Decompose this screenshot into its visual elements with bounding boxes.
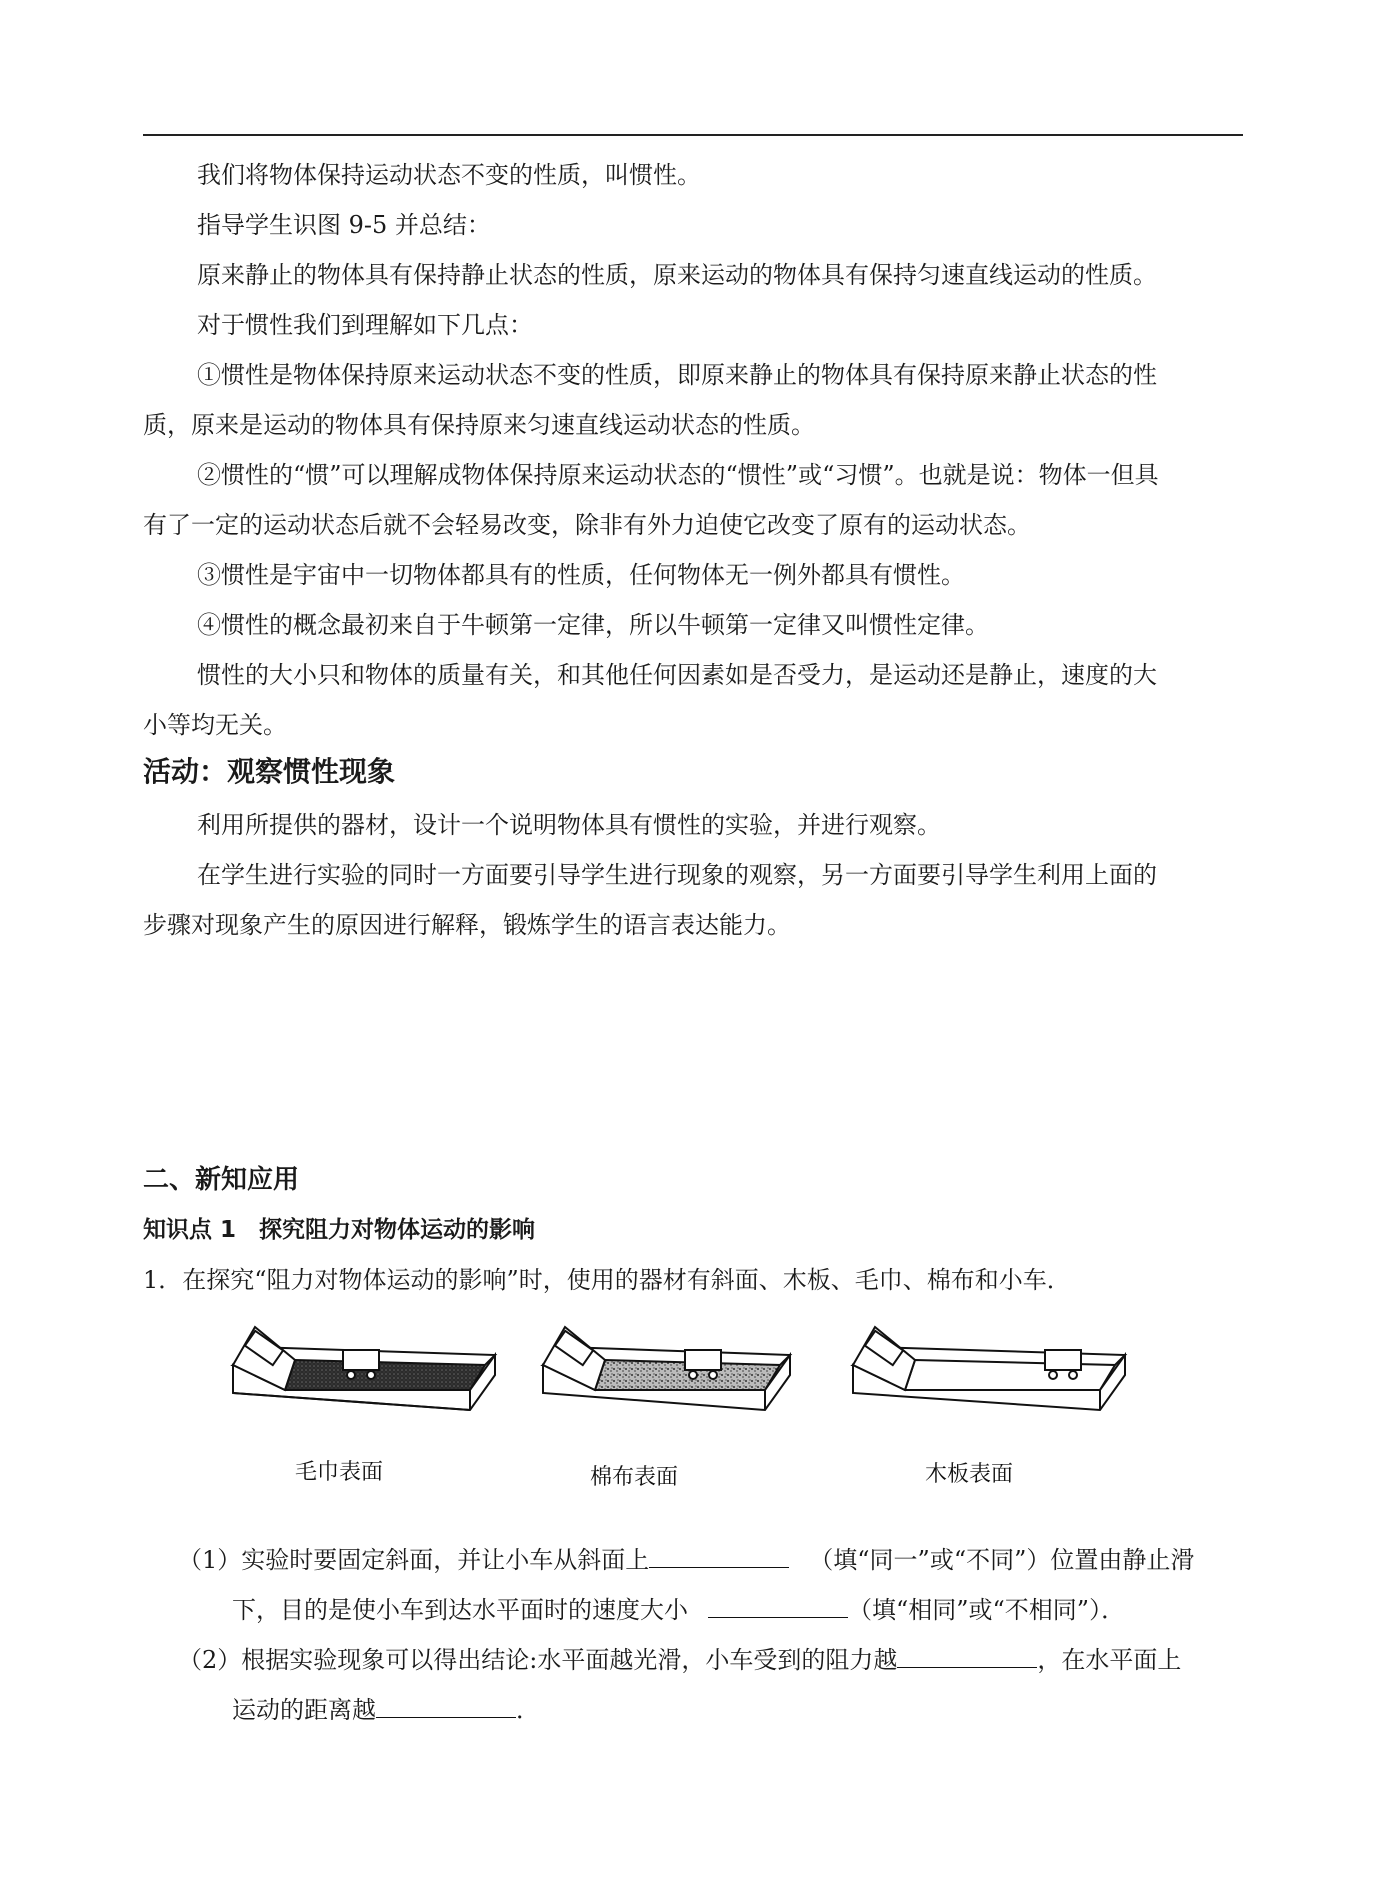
activity-paragraph-2-line1: 在学生进行实验的同时一方面要引导学生进行现象的观察，另一方面要引导学生利用上面的 (197, 861, 1157, 889)
subquestion-2-text-b: ，在水平面上 (1037, 1646, 1182, 1674)
subquestion-1-line1 (178, 1535, 1194, 1585)
paragraph-mass-line1: 惯性的大小只和物体的质量有关，和其他任何因素如是否受力，是运动还是静止，速度的大 (197, 661, 1157, 689)
paragraph-point-4: ④惯性的概念最初来自于牛顿第一定律，所以牛顿第一定律又叫惯性定律。 (197, 611, 989, 639)
subquestion-1-text-b: （填“同一”或“不同”）位置由静止滑 (809, 1546, 1195, 1574)
paragraph-summary: 原来静止的物体具有保持静止状态的性质，原来运动的物体具有保持匀速直线运动的性质。 (197, 261, 1157, 289)
subquestion-2-text-a: （2）根据实验现象可以得出结论:水平面越光滑，小车受到的阻力越 (178, 1646, 898, 1674)
subquestion-1-line2 (232, 1585, 1125, 1635)
figure-wood-surface (853, 1327, 1125, 1410)
activity-paragraph-2-line2: 步骤对现象产生的原因进行解释，锻炼学生的语言表达能力。 (143, 911, 791, 939)
paragraph-inertia-definition: 我们将物体保持运动状态不变的性质，叫惯性。 (197, 161, 701, 189)
paragraph-point-3: ③惯性是宇宙中一切物体都具有的性质，任何物体无一例外都具有惯性。 (197, 561, 965, 589)
question-1: 1．在探究“阻力对物体运动的影响”时，使用的器材有斜面、木板、毛巾、棉布和小车． (143, 1266, 1071, 1294)
subquestion-2-line1 (178, 1635, 1181, 1685)
header-rule (143, 134, 1243, 136)
answer-blank-2[interactable] (708, 1593, 848, 1618)
paragraph-figure-guide: 指导学生识图 9-5 并总结： (197, 211, 491, 239)
subquestion-1-text-a: （1）实验时要固定斜面，并让小车从斜面上 (178, 1546, 650, 1574)
subquestion-2-text-c: 运动的距离越 (232, 1696, 376, 1724)
knowledge-point-heading: 知识点 1 探究阻力对物体运动的影响 (143, 1217, 536, 1243)
paragraph-point-2-line1: ②惯性的“惯”可以理解成物体保持原来运动状态的“惯性”或“习惯”。也就是说：物体一但具 (197, 461, 1159, 489)
paragraph-mass-line2: 小等均无关。 (143, 711, 287, 739)
subquestion-2-line2 (232, 1685, 540, 1735)
figure-towel-surface (233, 1327, 495, 1410)
answer-blank-4[interactable] (376, 1693, 516, 1718)
subquestion-1-text-c: 下，目的是使小车到达水平面时的速度大小 (232, 1596, 688, 1624)
figure-label-wood: 木板表面 (925, 1462, 1014, 1487)
experiment-figures (225, 1325, 1145, 1495)
figure-cotton-surface (543, 1327, 790, 1410)
paragraph-point-1-line2: 质，原来是运动的物体具有保持原来匀速直线运动状态的性质。 (143, 411, 815, 439)
answer-blank-3[interactable] (897, 1643, 1037, 1668)
subquestion-1-text-d: （填“相同”或“不相同”）． (848, 1596, 1126, 1624)
experiment-figures-svg (225, 1325, 1145, 1455)
subquestion-2-text-d: ． (516, 1696, 540, 1724)
figure-label-cotton: 棉布表面 (590, 1465, 679, 1490)
paragraph-point-1-line1: ①惯性是物体保持原来运动状态不变的性质，即原来静止的物体具有保持原来静止状态的性 (197, 361, 1157, 389)
activity-heading: 活动：观察惯性现象 (143, 755, 396, 788)
paragraph-point-2-line2: 有了一定的运动状态后就不会轻易改变，除非有外力迫使它改变了原有的运动状态。 (143, 511, 1031, 539)
section-heading: 二、新知应用 (143, 1165, 300, 1195)
figure-label-towel: 毛巾表面 (295, 1460, 384, 1485)
answer-blank-1[interactable] (649, 1543, 789, 1568)
activity-paragraph-1: 利用所提供的器材，设计一个说明物体具有惯性的实验，并进行观察。 (197, 811, 941, 839)
paragraph-points-intro: 对于惯性我们到理解如下几点： (197, 311, 533, 339)
